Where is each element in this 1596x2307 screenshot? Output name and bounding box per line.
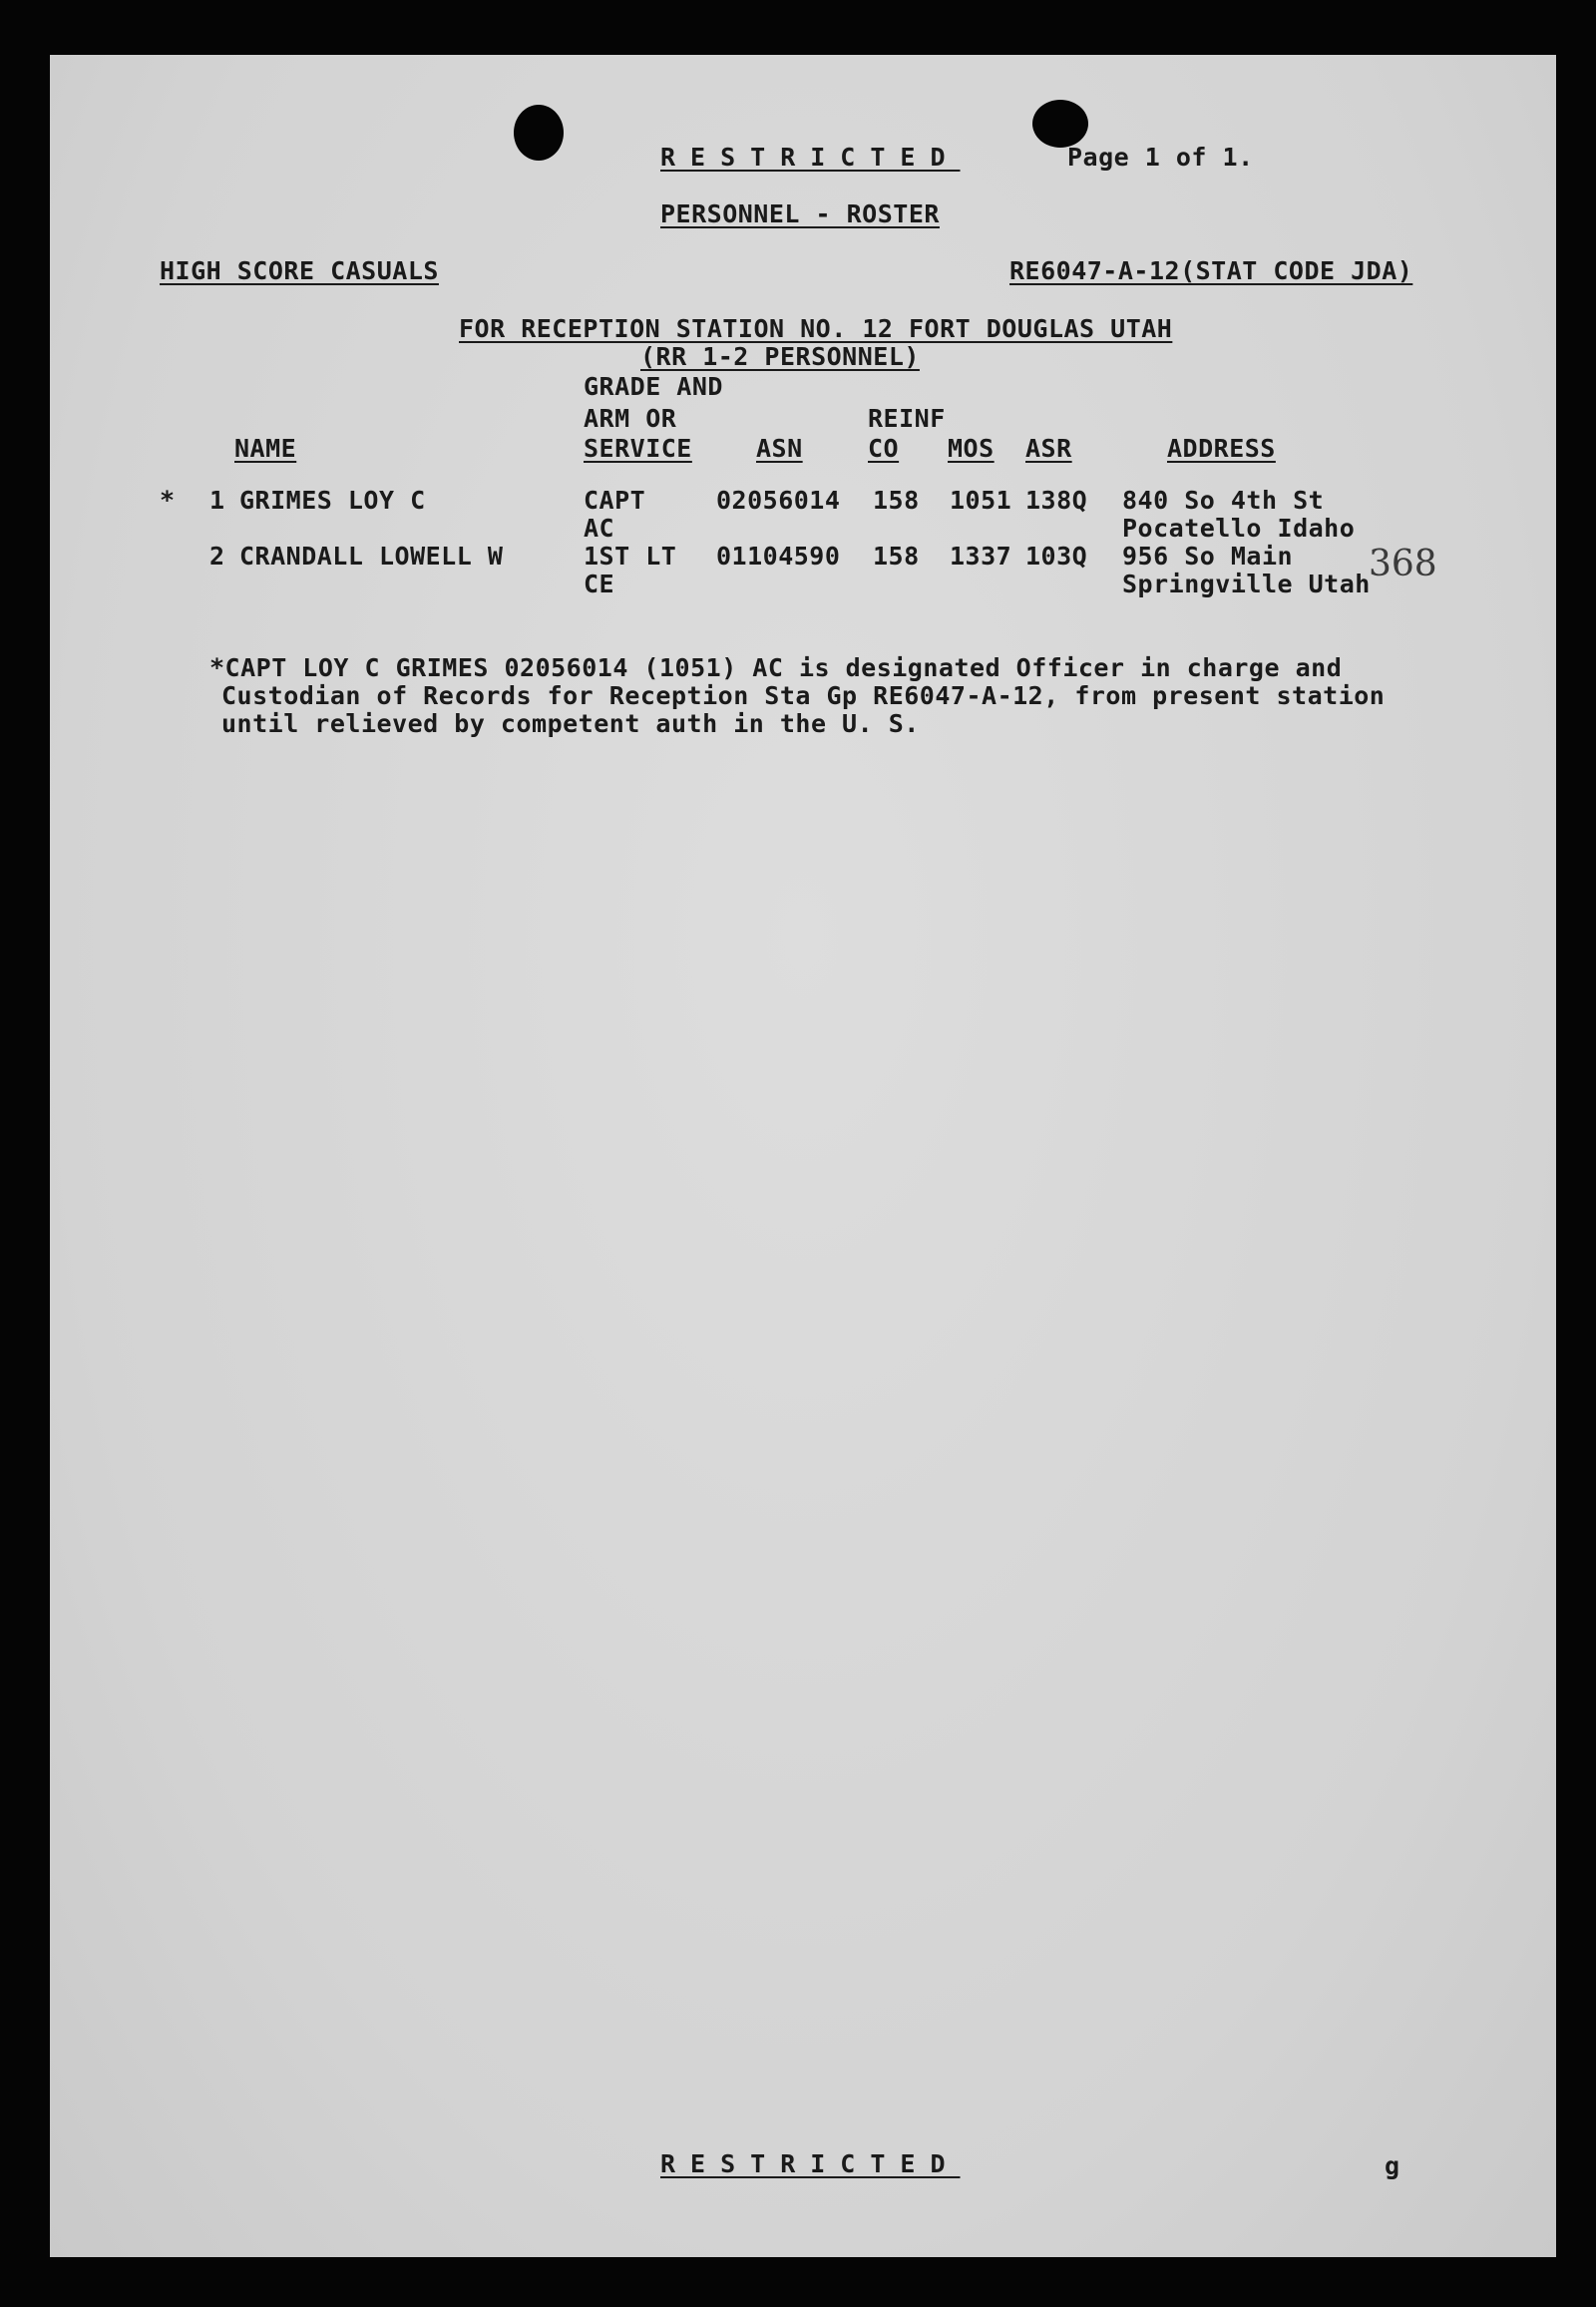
row-arm: AC [584,514,615,543]
row-number: 1 [209,486,225,515]
roster-title: PERSONNEL - ROSTER [660,199,940,228]
note-line1: *CAPT LOY C GRIMES 02056014 (1051) AC is designated Officer in charge and [209,653,1343,682]
row-marker: * [160,486,176,515]
row-name: GRIMES LOY C [239,486,426,515]
note-line3: until relieved by competent auth in the U. S. [221,709,920,738]
row-grade: 1ST LT [584,542,677,571]
station-line: FOR RECEPTION STATION NO. 12 FORT DOUGLAS UTAH [459,314,1173,343]
row-asn: 01104590 [716,542,841,571]
col-grade-line2: ARM OR [584,404,677,433]
col-asr: ASR [1025,434,1072,463]
col-address: ADDRESS [1167,434,1276,463]
restricted-bottom: RESTRICTED [660,2149,961,2178]
document-page [50,55,1556,2257]
row-reinf-co: 158 [873,542,920,571]
col-reinf-line2: CO [868,434,900,463]
row-address-line2: Springville Utah [1122,570,1371,598]
row-mos: 1337 [950,542,1012,571]
row-name: CRANDALL LOWELL W [239,542,504,571]
row-mos: 1051 [950,486,1012,515]
row-address-line1: 840 So 4th St [1122,486,1325,515]
handwritten-number: 368 [1369,544,1437,584]
row-address-line1: 956 So Main [1122,542,1294,571]
punch-hole [1032,100,1088,148]
col-asn: ASN [756,434,803,463]
col-grade-line3: SERVICE [584,434,692,463]
restricted-top: RESTRICTED [660,143,961,172]
row-arm: CE [584,570,615,598]
page-info: Page 1 of 1. [1067,143,1254,172]
col-name: NAME [234,434,297,463]
col-reinf-line1: REINF [868,404,946,433]
row-asr: 138Q [1025,486,1088,515]
row-grade: CAPT [584,486,646,515]
sub-station-line: (RR 1-2 PERSONNEL) [640,342,920,371]
group-code: RE6047-A-12(STAT CODE JDA) [1009,256,1413,285]
note-line2: Custodian of Records for Reception Sta Gp RE6047-A-12, from present station [221,681,1386,710]
col-mos: MOS [948,434,995,463]
row-asr: 103Q [1025,542,1088,571]
row-address-line2: Pocatello Idaho [1122,514,1356,543]
group-label: HIGH SCORE CASUALS [160,256,439,285]
row-reinf-co: 158 [873,486,920,515]
col-grade-line1: GRADE AND [584,372,723,401]
row-number: 2 [209,542,225,571]
corner-mark: g [1385,2151,1400,2180]
row-asn: 02056014 [716,486,841,515]
punch-hole [514,105,564,161]
